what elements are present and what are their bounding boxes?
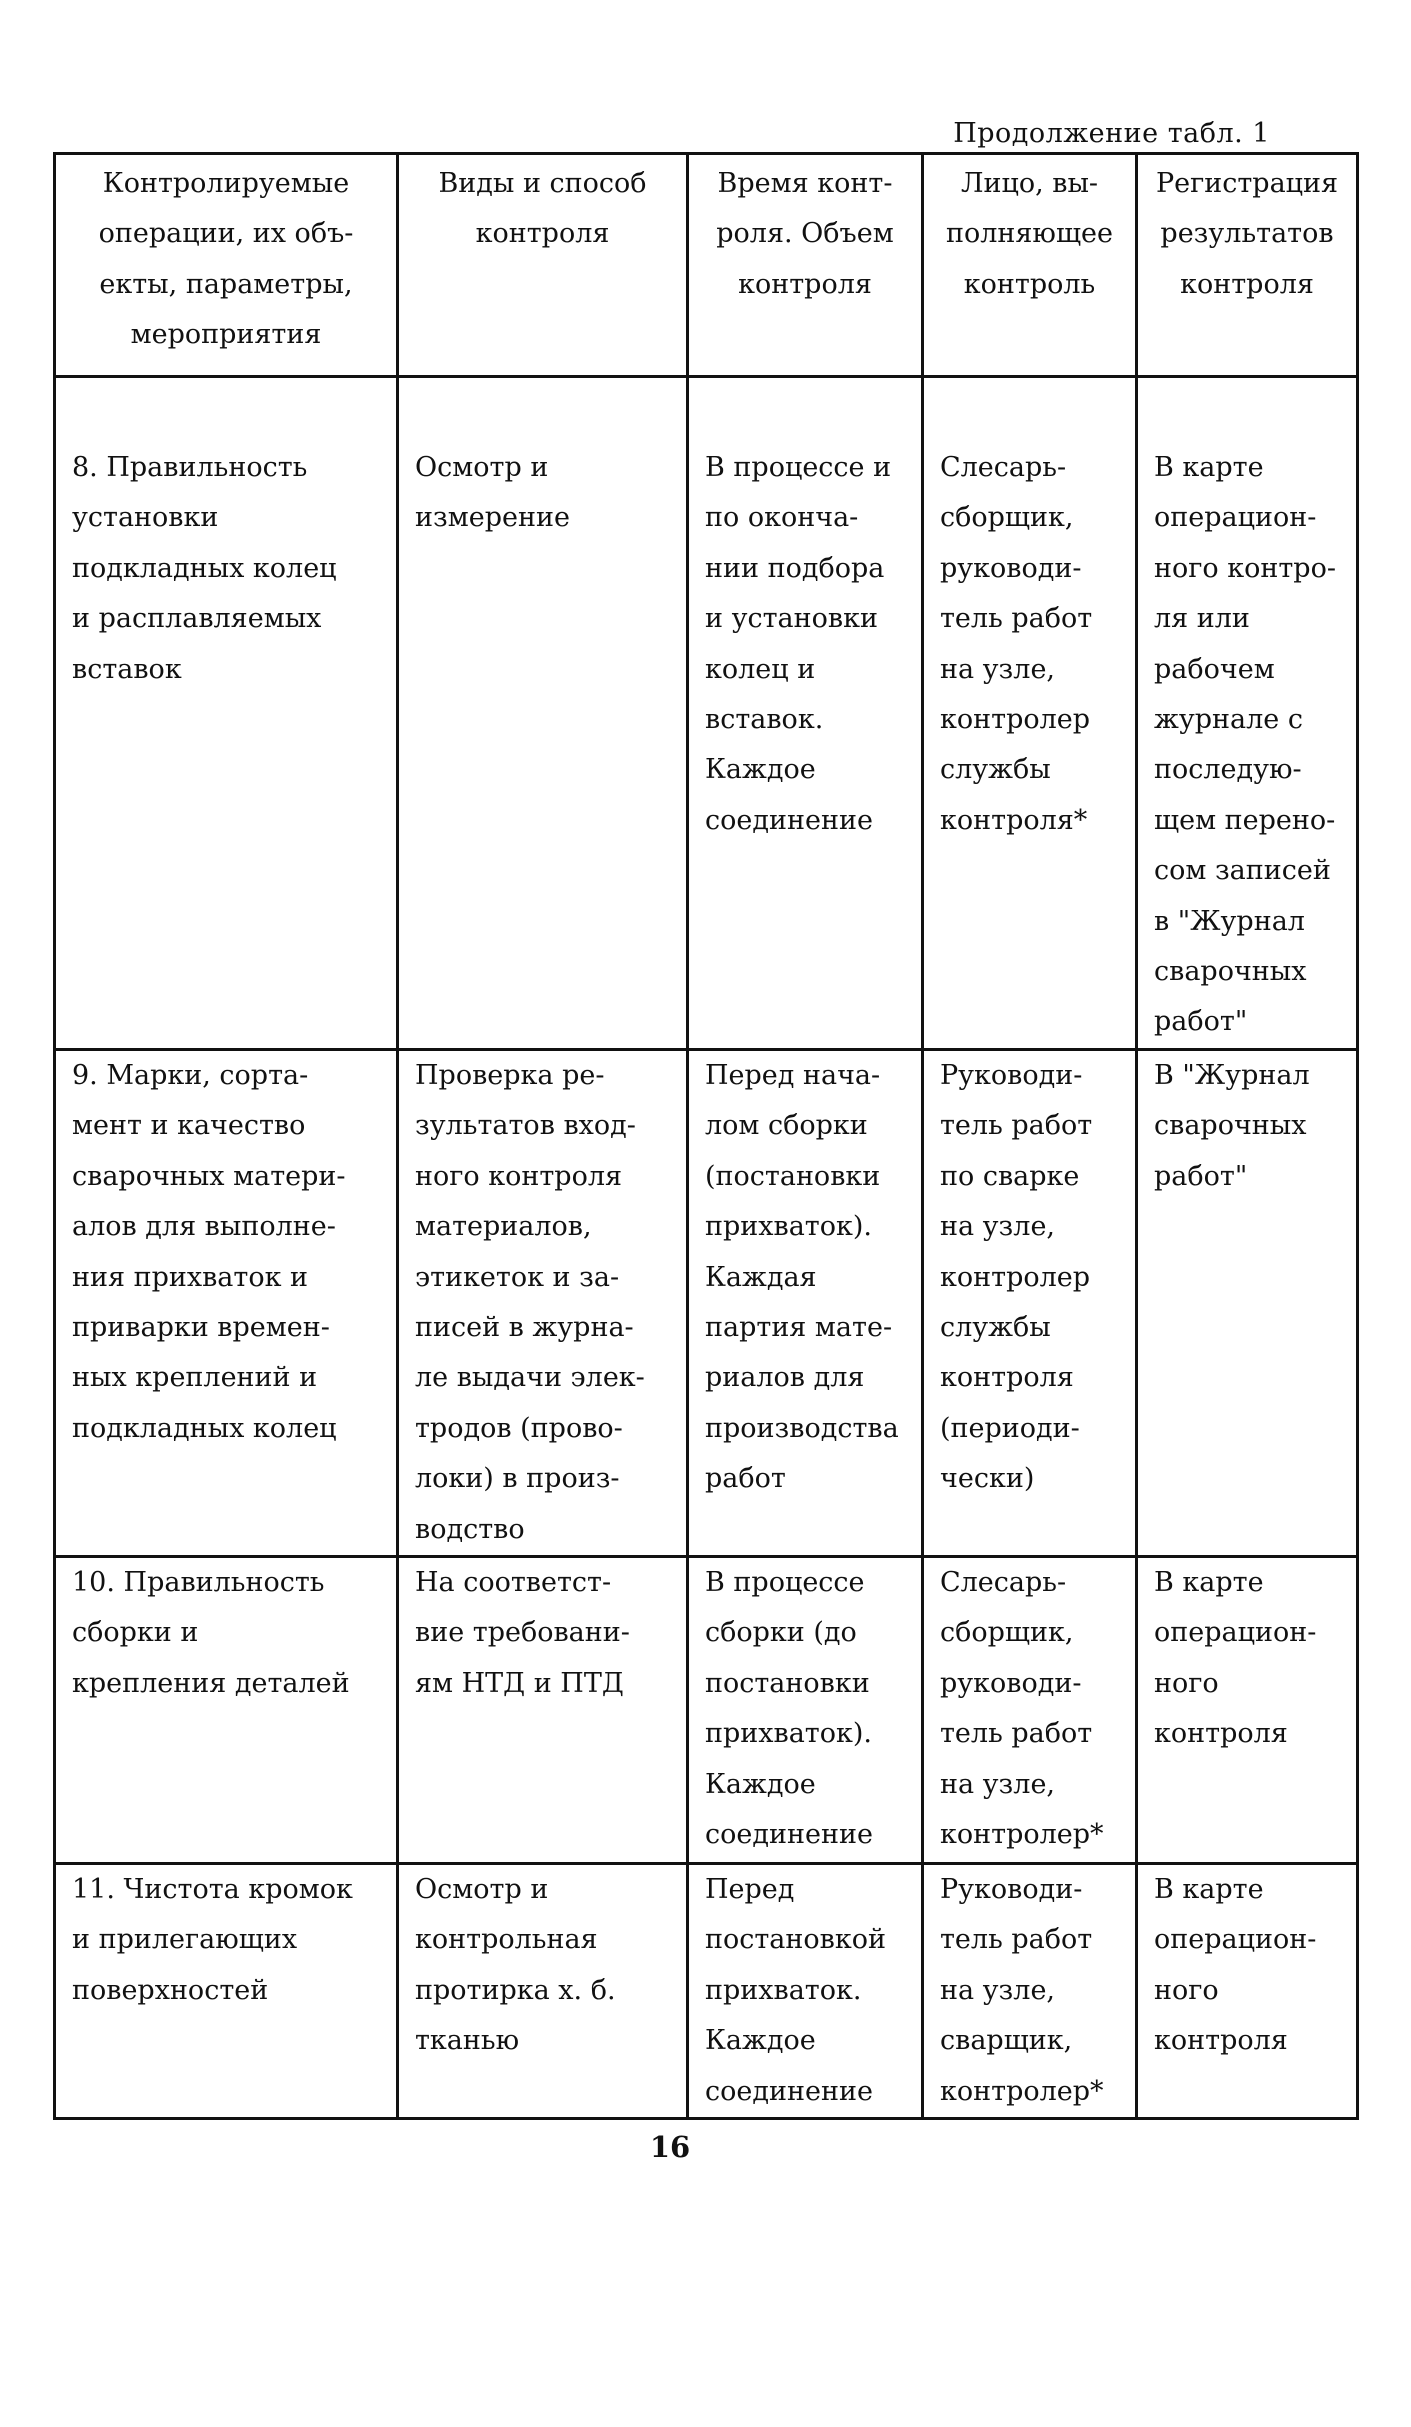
person-cell: Руководи- тель работ на узле, сварщик, контролер*: [923, 1863, 1137, 2118]
page-number: 16: [649, 2130, 691, 2164]
column-header-method: Виды и способ контроля: [398, 154, 688, 377]
table-row: [55, 377, 1358, 1050]
column-header-operations: Контролируемые операции, их объ- екты, параметры, мероприятия: [55, 154, 398, 377]
table-row: [55, 1863, 1358, 2118]
operation-cell: 11. Чистота кромок и прилегающих поверхностей: [55, 1863, 398, 2118]
method-cell: Осмотр и контрольная протирка х. б. тканью: [398, 1863, 688, 2118]
person-cell: Слесарь- сборщик, руководи- тель работ на узле, контролер*: [923, 1556, 1137, 1863]
time-cell: В процессе и по оконча- нии подбора и установки колец и вставок. Каждое соединение: [688, 377, 923, 1050]
control-operations-table: [53, 152, 1359, 2120]
method-cell: На соответст- вие требовани- ям НТД и ПТД: [398, 1556, 688, 1863]
column-header-person: Лицо, вы- полняющее контроль: [923, 154, 1137, 377]
person-cell: Слесарь- сборщик, руководи- тель работ на узле, контролер службы контроля*: [923, 377, 1137, 1050]
table-row: [55, 1556, 1358, 1863]
column-header-registration: Регистрация результатов контроля: [1137, 154, 1358, 377]
operation-cell: 8. Правильность установки подкладных колец и расплавляемых вставок: [55, 377, 398, 1050]
method-cell: Осмотр и измерение: [398, 377, 688, 1050]
registration-cell: В "Журнал сварочных работ": [1137, 1049, 1358, 1556]
table-continuation-label: Продолжение табл. 1: [953, 118, 1270, 149]
time-cell: Перед нача- лом сборки (постановки прихваток). Каждая партия мате- риалов для производства работ: [688, 1049, 923, 1556]
registration-cell: В карте операцион- ного контроля: [1137, 1863, 1358, 2118]
method-cell: Проверка ре- зультатов вход- ного контроля материалов, этикеток и за- писей в журна- ле выдачи элек- тродов (прово- локи) в произ- водство: [398, 1049, 688, 1556]
registration-cell: В карте операцион- ного контроля: [1137, 1556, 1358, 1863]
table-row: [55, 1049, 1358, 1556]
column-header-time: Время конт- роля. Объем контроля: [688, 154, 923, 377]
registration-cell: В карте операцион- ного контро- ля или рабочем журнале с последую- щем перено- сом записей в "Журнал сварочных работ": [1137, 377, 1358, 1050]
time-cell: Перед постановкой прихваток. Каждое соединение: [688, 1863, 923, 2118]
table-header-row: [55, 154, 1358, 377]
operation-cell: 10. Правильность сборки и крепления деталей: [55, 1556, 398, 1863]
person-cell: Руководи- тель работ по сварке на узле, контролер службы контроля (периоди- чески): [923, 1049, 1137, 1556]
operation-cell: 9. Марки, сорта- мент и качество сварочных матери- алов для выполне- ния прихваток и приварки времен- ных креплений и подкладных колец: [55, 1049, 398, 1556]
time-cell: В процессе сборки (до постановки прихваток). Каждое соединение: [688, 1556, 923, 1863]
